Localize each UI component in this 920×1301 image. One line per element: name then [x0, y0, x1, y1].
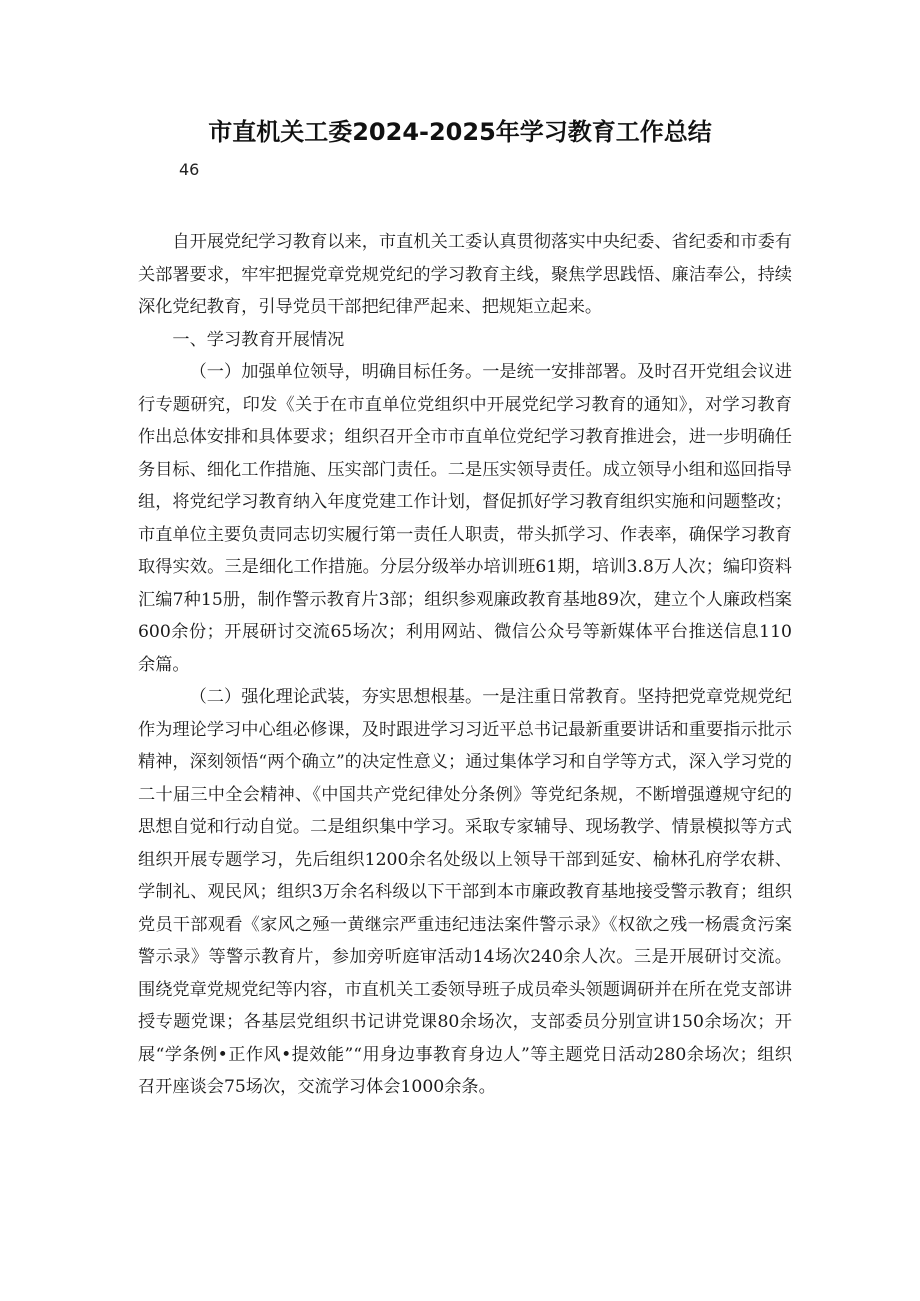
section-heading: 一、学习教育开展情况 [172, 329, 345, 350]
document-title: 市直机关工委2024-2025年学习教育工作总结 [208, 118, 712, 146]
document-number: 46 [179, 160, 200, 179]
subsection-paragraph-2: （二）强化理论武装，夯实思想根基。一是注重日常教育。坚持把党章党规党纪作为理论学习中心组必修课，及时跟进学习习近平总书记最新重要讲话和重要指示批示精神，深刻领悟“两个确立”的决定性意义；通过集体学习和自学等方式，深入学习党的二十届三中全会精神、《中国共产党纪律处分条例》等党纪条规，不断增强遵规守纪的思想自觉和行动自觉。二是组织集中学习。采取专家辅导、现场教学、情景模拟等方式组织开展专题学习，先后组织1200余名处级以上领导干部到延安、榆林孔府学农耕、学制礼、观民风；组织3万余名科级以下干部到本市廉政教育基地接受警示教育；组织党员干部观看《家风之殛一黄继宗严重违纪违法案件警示录》《权欲之残一杨震贪污案警示录》等警示教育片，参加旁听庭审活动14场次240余人次。三是开展研讨交流。围绕党章党规党纪等内容，市直机关工委领导班子成员牵头领题调研并在所在党支部讲授专题党课；各基层党组织书记讲党课80余场次，支部委员分别宣讲150余场次；开展“学条例•正作风•提效能”“用身边事教育身边人”等主题党日活动280余场次；组织召开座谈会75场次，交流学习体会1000余条。 [138, 687, 792, 1097]
intro-paragraph: 自开展党纪学习教育以来，市直机关工委认真贯彻落实中央纪委、省纪委和市委有关部署要求，牢牢把握党章党规党纪的学习教育主线，聚焦学思践悟、廉洁奉公，持续深化党纪教育，引导党员干部把纪律严起来、把规矩立起来。 [138, 232, 792, 317]
document-body [138, 226, 792, 1104]
subsection-paragraph-1: （一）加强单位领导，明确目标任务。一是统一安排部署。及时召开党组会议进行专题研究，印发《关于在市直单位党组织中开展党纪学习教育的通知》，对学习教育作出总体安排和具体要求；组织召开全市市直单位党纪学习教育推进会，进一步明确任务目标、细化工作措施、压实部门责任。二是压实领导责任。成立领导小组和巡回指导组，将党纪学习教育纳入年度党建工作计划，督促抓好学习教育组织实施和问题整改；市直单位主要负责同志切实履行第一责任人职责，带头抓学习、作表率，确保学习教育取得实效。三是细化工作措施。分层分级举办培训班61期，培训3.8万人次；编印资料汇编7种15册，制作警示教育片3部；组织参观廉政教育基地89次，建立个人廉政档案600余份；开展研讨交流65场次；利用网站、微信公众号等新媒体平台推送信息110余篇。 [138, 362, 792, 675]
